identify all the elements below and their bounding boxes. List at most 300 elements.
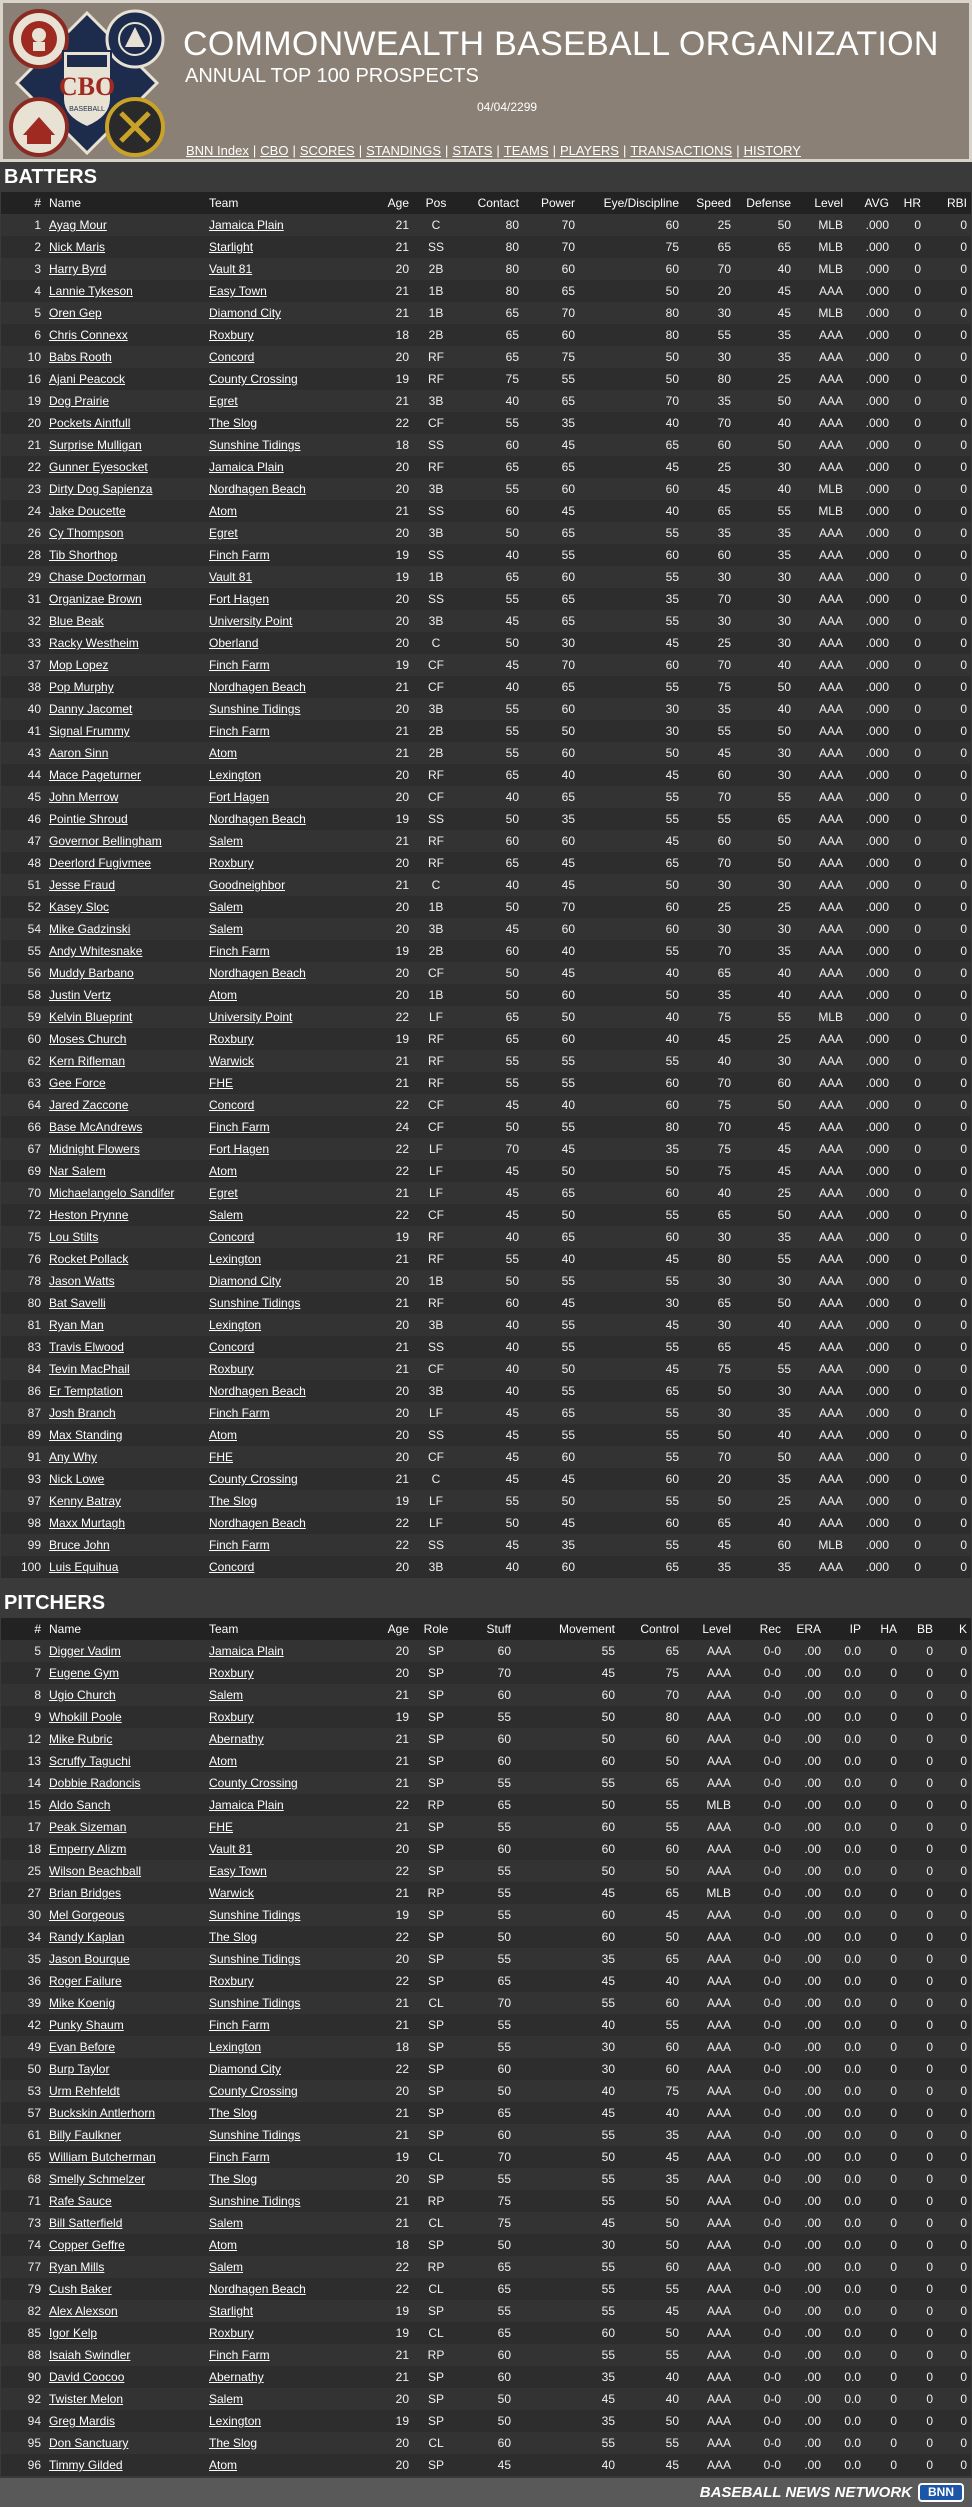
player-link[interactable]: Twister Melon [49,2392,124,2406]
player-link[interactable]: Mace Pageturner [49,768,142,782]
nav-history[interactable]: HISTORY [743,143,801,158]
cell-speed: 65 [683,500,735,522]
team-link[interactable]: Easy Town [209,1864,267,1878]
player-link[interactable]: Burp Taylor [49,2062,110,2076]
player-link[interactable]: Alex Alexson [49,2304,118,2318]
team-link[interactable]: The Slog [209,2172,258,2186]
col-age[interactable]: Age [379,192,413,214]
team-link[interactable]: Finch Farm [209,724,270,738]
player-link[interactable]: Travis Elwood [49,1340,124,1354]
cell-team [205,280,379,302]
player-link[interactable]: Bat Savelli [49,1296,106,1310]
team-link[interactable]: Finch Farm [209,1120,270,1134]
cell-name [45,1204,205,1226]
player-link[interactable]: Rocket Pollack [49,1252,129,1266]
player-link[interactable]: David Coocoo [49,2370,125,2384]
team-link[interactable]: Nordhagen Beach [209,812,306,826]
cell-name [45,940,205,962]
team-link[interactable]: Finch Farm [209,658,270,672]
team-link[interactable]: Finch Farm [209,2150,270,2164]
cell-contact: 50 [459,1116,523,1138]
player-link[interactable]: Blue Beak [49,614,104,628]
player-link[interactable]: Andy Whitesnake [49,944,143,958]
player-link[interactable]: Randy Kaplan [49,1930,125,1944]
player-link[interactable]: Cy Thompson [49,526,124,540]
team-link[interactable]: Concord [209,350,255,364]
cell-k: 0 [937,2212,971,2234]
team-link[interactable]: Sunshine Tidings [209,438,301,452]
player-link[interactable]: Michaelangelo Sandifer [49,1186,175,1200]
player-link[interactable]: Ryan Man [49,1318,104,1332]
player-link[interactable]: Mike Gadzinski [49,922,131,936]
player-link[interactable]: Dobbie Radoncis [49,1776,141,1790]
player-link[interactable]: Pop Murphy [49,680,114,694]
col-bb[interactable]: BB [901,1618,937,1640]
team-link[interactable]: Diamond City [209,2062,282,2076]
team-link[interactable]: Sunshine Tidings [209,1952,301,1966]
cell-age: 20 [379,852,413,874]
player-link[interactable]: Ryan Mills [49,2260,105,2274]
team-link[interactable]: Roxbury [209,1666,254,1680]
cell-ip: 0.0 [825,1860,865,1882]
player-link[interactable]: Luis Equihua [49,1560,119,1574]
team-link[interactable]: County Crossing [209,372,298,386]
team-link[interactable]: Roxbury [209,2326,254,2340]
team-link[interactable]: Egret [209,394,238,408]
col-rbi[interactable]: RBI [925,192,971,214]
player-link[interactable]: Jesse Fraud [49,878,116,892]
team-link[interactable]: Finch Farm [209,2018,270,2032]
team-link[interactable]: Roxbury [209,1710,254,1724]
col-avg[interactable]: AVG [847,192,893,214]
player-link[interactable]: Aldo Sanch [49,1798,111,1812]
player-link[interactable]: Dirty Dog Sapienza [49,482,153,496]
player-link[interactable]: Pointie Shroud [49,812,128,826]
team-link[interactable]: Atom [209,2238,238,2252]
cell-age: 20 [379,478,413,500]
team-link[interactable]: Jamaica Plain [209,1644,284,1658]
team-link[interactable]: Salem [209,900,244,914]
nav-cbo[interactable]: CBO [260,143,289,158]
team-link[interactable]: Atom [209,2458,238,2472]
team-link[interactable]: Salem [209,2392,244,2406]
col-ip[interactable]: IP [825,1618,865,1640]
team-link[interactable]: Lexington [209,768,262,782]
team-link[interactable]: Sunshine Tidings [209,1996,301,2010]
team-link[interactable]: Nordhagen Beach [209,1384,306,1398]
col-team[interactable]: Team [205,1618,379,1640]
cell-speed: 45 [683,1534,735,1556]
player-link[interactable]: Copper Geffre [49,2238,125,2252]
player-link[interactable]: Kasey Sloc [49,900,110,914]
team-link[interactable]: Roxbury [209,1974,254,1988]
team-link[interactable]: Fort Hagen [209,790,270,804]
player-link[interactable]: Gee Force [49,1076,106,1090]
team-link[interactable]: Oberland [209,636,259,650]
team-link[interactable]: Finch Farm [209,1538,270,1552]
col-name[interactable]: Name [45,1618,205,1640]
team-link[interactable]: Atom [209,1164,238,1178]
cell-age: 20 [379,896,413,918]
team-link[interactable]: County Crossing [209,1776,298,1790]
col-stuff[interactable]: Stuff [459,1618,515,1640]
player-link[interactable]: Er Temptation [49,1384,123,1398]
cell-avg: .000 [847,1204,893,1226]
player-link[interactable]: Gunner Eyesocket [49,460,148,474]
cell-contact: 40 [459,1336,523,1358]
cell-rec: 0-0 [735,1750,785,1772]
nav-players[interactable]: PLAYERS [559,143,619,158]
col-k[interactable]: K [937,1618,971,1640]
player-link[interactable]: Pockets Aintfull [49,416,131,430]
team-link[interactable]: Atom [209,1754,238,1768]
team-link[interactable]: Atom [209,746,238,760]
player-link[interactable]: Whokill Poole [49,1710,122,1724]
player-link[interactable]: Mel Gorgeous [49,1908,125,1922]
cell-team [205,2278,379,2300]
player-link[interactable]: Dog Prairie [49,394,110,408]
player-link[interactable]: Bruce John [49,1538,110,1552]
team-link[interactable]: Sunshine Tidings [209,702,301,716]
col-rec[interactable]: Rec [735,1618,785,1640]
cell-role: SP [413,2234,459,2256]
col-power[interactable]: Power [523,192,579,214]
cell-k: 0 [937,2058,971,2080]
col-pos[interactable]: Pos [413,192,459,214]
team-link[interactable]: Nordhagen Beach [209,680,306,694]
cell-rbi: 0 [925,1402,971,1424]
team-link[interactable]: Roxbury [209,1362,254,1376]
team-link[interactable]: Sunshine Tidings [209,1908,301,1922]
player-link[interactable]: Kelvin Blueprint [49,1010,133,1024]
player-link[interactable]: Moses Church [49,1032,127,1046]
player-link[interactable]: Emperry Alizm [49,1842,127,1856]
player-link[interactable]: Ugio Church [49,1688,116,1702]
cell-power: 55 [523,1050,579,1072]
cell-rank: 49 [1,2036,45,2058]
team-link[interactable]: Finch Farm [209,548,270,562]
nav-bnn-index[interactable]: BNN Index [186,143,249,158]
team-link[interactable]: Lexington [209,1318,262,1332]
team-link[interactable]: Roxbury [209,856,254,870]
team-link[interactable]: FHE [209,1450,233,1464]
player-link[interactable]: Digger Vadim [49,1644,121,1658]
cell-bb: 0 [901,1640,937,1662]
team-link[interactable]: Fort Hagen [209,1142,270,1156]
team-link[interactable]: Egret [209,1186,238,1200]
player-link[interactable]: Bill Satterfield [49,2216,123,2230]
player-link[interactable]: Organizae Brown [49,592,142,606]
player-link[interactable]: Nick Lowe [49,1472,105,1486]
team-link[interactable]: Diamond City [209,1274,282,1288]
cell-era: .00 [785,1662,825,1684]
team-link[interactable]: University Point [209,614,293,628]
cell-rbi: 0 [925,1226,971,1248]
player-link[interactable]: Igor Kelp [49,2326,98,2340]
player-link[interactable]: Any Why [49,1450,98,1464]
team-link[interactable]: Salem [209,2260,244,2274]
col-level[interactable]: Level [683,1618,735,1640]
team-link[interactable]: Salem [209,922,244,936]
team-link[interactable]: Atom [209,988,238,1002]
player-link[interactable]: Justin Vertz [49,988,112,1002]
cell-hr: 0 [893,962,925,984]
team-link[interactable]: Finch Farm [209,2348,270,2362]
team-link[interactable]: Sunshine Tidings [209,2128,301,2142]
player-link[interactable]: Oren Gep [49,306,102,320]
team-link[interactable]: Easy Town [209,284,267,298]
player-link[interactable]: Mike Koenig [49,1996,116,2010]
team-link[interactable]: Atom [209,1428,238,1442]
player-link[interactable]: Aaron Sinn [49,746,109,760]
cell-pos: RF [413,852,459,874]
nav-stats[interactable]: STATS [452,143,493,158]
team-link[interactable]: Diamond City [209,306,282,320]
team-link[interactable]: Salem [209,1208,244,1222]
cell-eye-discipline: 55 [579,566,683,588]
player-link[interactable]: Tib Shorthop [49,548,118,562]
team-link[interactable]: Sunshine Tidings [209,1296,301,1310]
team-link[interactable]: Salem [209,2216,244,2230]
team-link[interactable]: Finch Farm [209,1406,270,1420]
cell-speed: 65 [683,1512,735,1534]
player-link[interactable]: Smelly Schmelzer [49,2172,146,2186]
player-link[interactable]: Governor Bellingham [49,834,162,848]
col-ha[interactable]: HA [865,1618,901,1640]
cell-rec: 0-0 [735,1860,785,1882]
cell-avg: .000 [847,1292,893,1314]
player-link[interactable]: Midnight Flowers [49,1142,140,1156]
team-link[interactable]: The Slog [209,1494,258,1508]
team-link[interactable]: Goodneighbor [209,878,286,892]
team-link[interactable]: Concord [209,1340,255,1354]
player-link[interactable]: Ajani Peacock [49,372,126,386]
col-defense[interactable]: Defense [735,192,795,214]
batters-table [1,192,971,1578]
player-link[interactable]: Babs Rooth [49,350,112,364]
logo-seal-bottom-right [107,99,163,155]
team-link[interactable]: Lexington [209,1252,262,1266]
team-link[interactable]: The Slog [209,416,258,430]
col-movement[interactable]: Movement [515,1618,619,1640]
player-link[interactable]: Chris Connexx [49,328,128,342]
team-link[interactable]: Vault 81 [209,262,253,276]
player-link[interactable]: Muddy Barbano [49,966,134,980]
cell-age: 21 [379,1468,413,1490]
player-link[interactable]: Roger Failure [49,1974,122,1988]
cell-rbi: 0 [925,412,971,434]
player-link[interactable]: Isaiah Swindler [49,2348,131,2362]
player-link[interactable]: Kenny Batray [49,1494,122,1508]
cell-avg: .000 [847,896,893,918]
cell-eye-discipline: 60 [579,1182,683,1204]
cell-avg: .000 [847,764,893,786]
col-age[interactable]: Age [379,1618,413,1640]
col-rank[interactable]: # [1,1618,45,1640]
cell-rec: 0-0 [735,2454,785,2476]
player-link[interactable]: Jared Zaccone [49,1098,129,1112]
nav-standings[interactable]: STANDINGS [366,143,442,158]
cell-role: SP [413,1662,459,1684]
team-link[interactable]: Concord [209,1098,255,1112]
player-link[interactable]: Lannie Tykeson [49,284,133,298]
cell-contact: 70 [459,1138,523,1160]
cell-rank: 70 [1,1182,45,1204]
cell-hr: 0 [893,1358,925,1380]
team-link[interactable]: FHE [209,1076,233,1090]
team-link[interactable]: Lexington [209,2040,262,2054]
player-link[interactable]: Surprise Mulligan [49,438,142,452]
cell-level: AAA [795,1028,847,1050]
player-link[interactable]: Peak Sizeman [49,1820,127,1834]
player-link[interactable]: Cush Baker [49,2282,112,2296]
player-link[interactable]: Scruffy Taguchi [49,1754,131,1768]
nav-teams[interactable]: TEAMS [503,143,549,158]
cell-power: 35 [523,808,579,830]
player-link[interactable]: Chase Doctorman [49,570,146,584]
team-link[interactable]: Jamaica Plain [209,460,284,474]
player-link[interactable]: Kern Rifleman [49,1054,126,1068]
batter-row [1,962,971,984]
team-link[interactable]: Nordhagen Beach [209,482,306,496]
team-link[interactable]: County Crossing [209,2084,298,2098]
team-link[interactable]: Lexington [209,2414,262,2428]
team-link[interactable]: University Point [209,1010,293,1024]
col-era[interactable]: ERA [785,1618,825,1640]
player-link[interactable]: Timmy Gilded [49,2458,123,2472]
cell-avg: .000 [847,1358,893,1380]
player-link[interactable]: Harry Byrd [49,262,107,276]
cell-avg: .000 [847,390,893,412]
cell-stuff: 55 [459,2168,515,2190]
col-eye[interactable]: Eye/Discipline [579,192,683,214]
cell-era: .00 [785,1926,825,1948]
col-speed[interactable]: Speed [683,192,735,214]
pitcher-row [1,2014,971,2036]
player-link[interactable]: Danny Jacomet [49,702,133,716]
cell-rbi: 0 [925,478,971,500]
cell-eye-discipline: 55 [579,1336,683,1358]
player-link[interactable]: Josh Branch [49,1406,116,1420]
cell-rank: 6 [1,324,45,346]
team-link[interactable]: Fort Hagen [209,592,270,606]
team-link[interactable]: Vault 81 [209,570,253,584]
cell-level: MLB [795,500,847,522]
col-role[interactable]: Role [413,1618,459,1640]
team-link[interactable]: Concord [209,1230,255,1244]
player-link[interactable]: Evan Before [49,2040,116,2054]
player-link[interactable]: Base McAndrews [49,1120,143,1134]
team-link[interactable]: Nordhagen Beach [209,966,306,980]
team-link[interactable]: Atom [209,504,238,518]
team-link[interactable]: County Crossing [209,1472,298,1486]
team-link[interactable]: Egret [209,526,238,540]
player-link[interactable]: John Merrow [49,790,119,804]
player-link[interactable]: Don Sanctuary [49,2436,129,2450]
cell-age: 21 [379,1358,413,1380]
player-link[interactable]: Urm Rehfeldt [49,2084,120,2098]
player-link[interactable]: Nar Salem [49,1164,106,1178]
cell-rank: 16 [1,368,45,390]
cell-power: 55 [523,1424,579,1446]
team-link[interactable]: Salem [209,1688,244,1702]
player-link[interactable]: Lou Stilts [49,1230,99,1244]
player-link[interactable]: Mop Lopez [49,658,109,672]
team-link[interactable]: The Slog [209,1930,258,1944]
player-link[interactable]: Eugene Gym [49,1666,120,1680]
team-link[interactable]: Roxbury [209,328,254,342]
player-link[interactable]: Signal Frummy [49,724,130,738]
col-team[interactable]: Team [205,192,379,214]
team-link[interactable]: Nordhagen Beach [209,2282,306,2296]
player-link[interactable]: Jason Bourque [49,1952,130,1966]
team-link[interactable]: FHE [209,1820,233,1834]
player-link[interactable]: Jake Doucette [49,504,126,518]
cell-speed: 75 [683,1160,735,1182]
col-level[interactable]: Level [795,192,847,214]
player-link[interactable]: William Butcherman [49,2150,156,2164]
team-link[interactable]: Roxbury [209,1032,254,1046]
team-link[interactable]: Concord [209,1560,255,1574]
player-link[interactable]: Brian Bridges [49,1886,122,1900]
cell-ha: 0 [865,1904,901,1926]
team-link[interactable]: Sunshine Tidings [209,2194,301,2208]
player-link[interactable]: Heston Prynne [49,1208,129,1222]
cell-age: 19 [379,654,413,676]
player-link[interactable]: Buckskin Antlerhorn [49,2106,156,2120]
player-link[interactable]: Greg Mardis [49,2414,116,2428]
col-rank[interactable]: # [1,192,45,214]
nav-scores[interactable]: SCORES [299,143,355,158]
col-control[interactable]: Control [619,1618,683,1640]
team-link[interactable]: Starlight [209,2304,254,2318]
team-link[interactable]: Abernathy [209,2370,264,2384]
player-link[interactable]: Tevin MacPhail [49,1362,130,1376]
team-link[interactable]: The Slog [209,2436,258,2450]
player-link[interactable]: Jason Watts [49,1274,115,1288]
team-link[interactable]: Finch Farm [209,944,270,958]
cell-stuff: 60 [459,2432,515,2454]
player-link[interactable]: Deerlord Fugivmee [49,856,152,870]
player-link[interactable]: Nick Maris [49,240,105,254]
team-link[interactable]: Warwick [209,1886,254,1900]
cell-eye-discipline: 60 [579,918,683,940]
team-link[interactable]: Warwick [209,1054,254,1068]
player-link[interactable]: Billy Faulkner [49,2128,122,2142]
team-link[interactable]: Abernathy [209,1732,264,1746]
team-link[interactable]: Salem [209,834,244,848]
team-link[interactable]: Vault 81 [209,1842,253,1856]
team-link[interactable]: Nordhagen Beach [209,1516,306,1530]
player-link[interactable]: Maxx Murtagh [49,1516,126,1530]
nav-transactions[interactable]: TRANSACTIONS [630,143,733,158]
team-link[interactable]: Jamaica Plain [209,218,284,232]
player-link[interactable]: Racky Westheim [49,636,139,650]
col-hr[interactable]: HR [893,192,925,214]
player-link[interactable]: Mike Rubric [49,1732,113,1746]
cell-speed: 45 [683,478,735,500]
team-link[interactable]: Starlight [209,240,254,254]
player-link[interactable]: Punky Shaum [49,2018,124,2032]
col-contact[interactable]: Contact [459,192,523,214]
player-link[interactable]: Rafe Sauce [49,2194,112,2208]
player-link[interactable]: Wilson Beachball [49,1864,142,1878]
player-link[interactable]: Max Standing [49,1428,123,1442]
team-link[interactable]: Jamaica Plain [209,1798,284,1812]
player-link[interactable]: Ayag Mour [49,218,107,232]
team-link[interactable]: The Slog [209,2106,258,2120]
col-name[interactable]: Name [45,192,205,214]
